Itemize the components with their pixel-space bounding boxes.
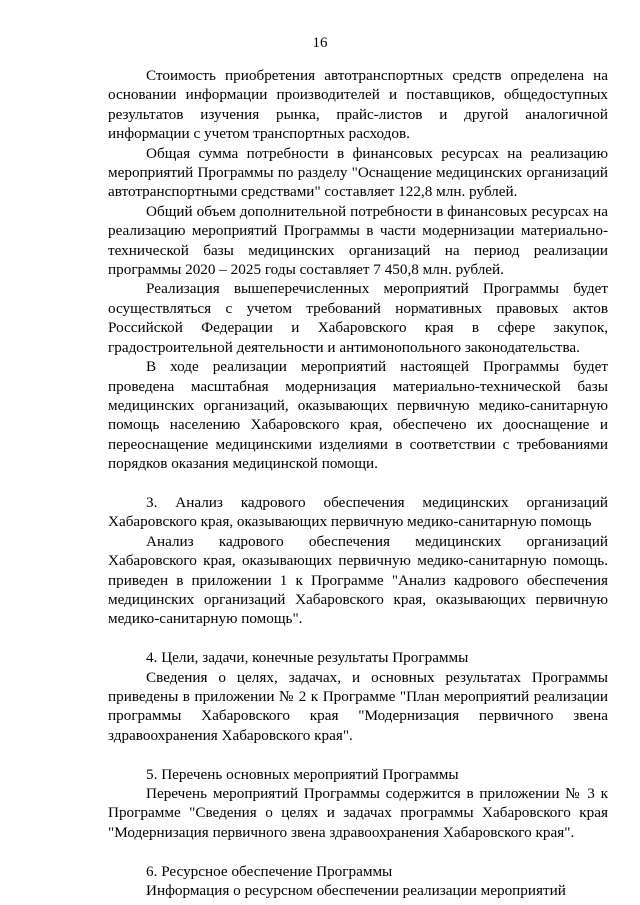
- paragraph-staffing-analysis: Анализ кадрового обеспечения медицинских организаций Хабаровского края, оказывающих первичную медико-санитарную помощь. приведен в приложении 1 к Программе "Анализ кадрового обеспечения медицинских организаций Хабаровского края, оказывающих первичную медико-санитарную помощь".: [108, 532, 608, 628]
- section-heading-6: 6. Ресурсное обеспечение Программы: [146, 862, 393, 880]
- paragraph-vehicle-funding: Общая сумма потребности в финансовых ресурсах на реализацию мероприятий Программы по разделу "Оснащение медицинских организаций автотранспортными средствами" составляет 122,8 млн. рублей.: [108, 144, 608, 201]
- paragraph-goals-results: Сведения о целях, задачах, и основных результатах Программы приведены в приложении № 2 к Программе "План мероприятий реализации программы Хабаровского края "Модернизация первичного звена здравоохранения Хабаровского края".: [108, 668, 608, 744]
- paragraph-measures-list: Перечень мероприятий Программы содержится в приложении № 3 к Программе "Сведения о целях и задачах программы Хабаровского края "Модернизация первичного звена здравоохранения Хабаровского края".: [108, 784, 608, 841]
- document-body: [108, 66, 608, 900]
- paragraph-implementation-regulations: Реализация вышеперечисленных мероприятий Программы будет осуществляться с учетом требований нормативных правовых актов Российской Федерации и Хабаровского края в сфере закупок, градостроительной деятельности и антимонопольного законодательства.: [108, 280, 608, 356]
- paragraph-vehicle-cost: Стоимость приобретения автотранспортных средств определена на основании информации производителей и поставщиков, общедоступных результатов изучения рынка, прайс-листов и другой аналогичной информации с учетом транспортных расходов.: [108, 67, 608, 143]
- section-heading-3: 3. Анализ кадрового обеспечения медицинских организаций Хабаровского края, оказывающих первичную медико-санитарную помощь: [108, 493, 608, 531]
- section-heading-5: 5. Перечень основных мероприятий Программы: [146, 765, 459, 783]
- paragraph-resource-provision: Информация о ресурсном обеспечении реализации мероприятий: [146, 882, 566, 899]
- paragraph-modernization-outcome: В ходе реализации мероприятий настоящей Программы будет проведена масштабная модернизация материально-технической базы медицинских организаций, оказывающих первичную медико-санитарную помощь населению Хабаровского края, обеспечено их дооснащение и переоснащение медицинскими изделиями в соответствии с требованиями порядков оказания медицинской помощи.: [108, 358, 608, 473]
- page-number: 16: [312, 35, 328, 51]
- section-heading-4: 4. Цели, задачи, конечные результаты Программы: [146, 649, 469, 667]
- paragraph-total-additional-funding: Общий объем дополнительной потребности в финансовых ресурсах на реализацию мероприятий Программы в части модернизации материально-технической базы медицинских организаций на период реализации программы 2020 – 2025 годы составляет 7 450,8 млн. рублей.: [108, 202, 608, 279]
